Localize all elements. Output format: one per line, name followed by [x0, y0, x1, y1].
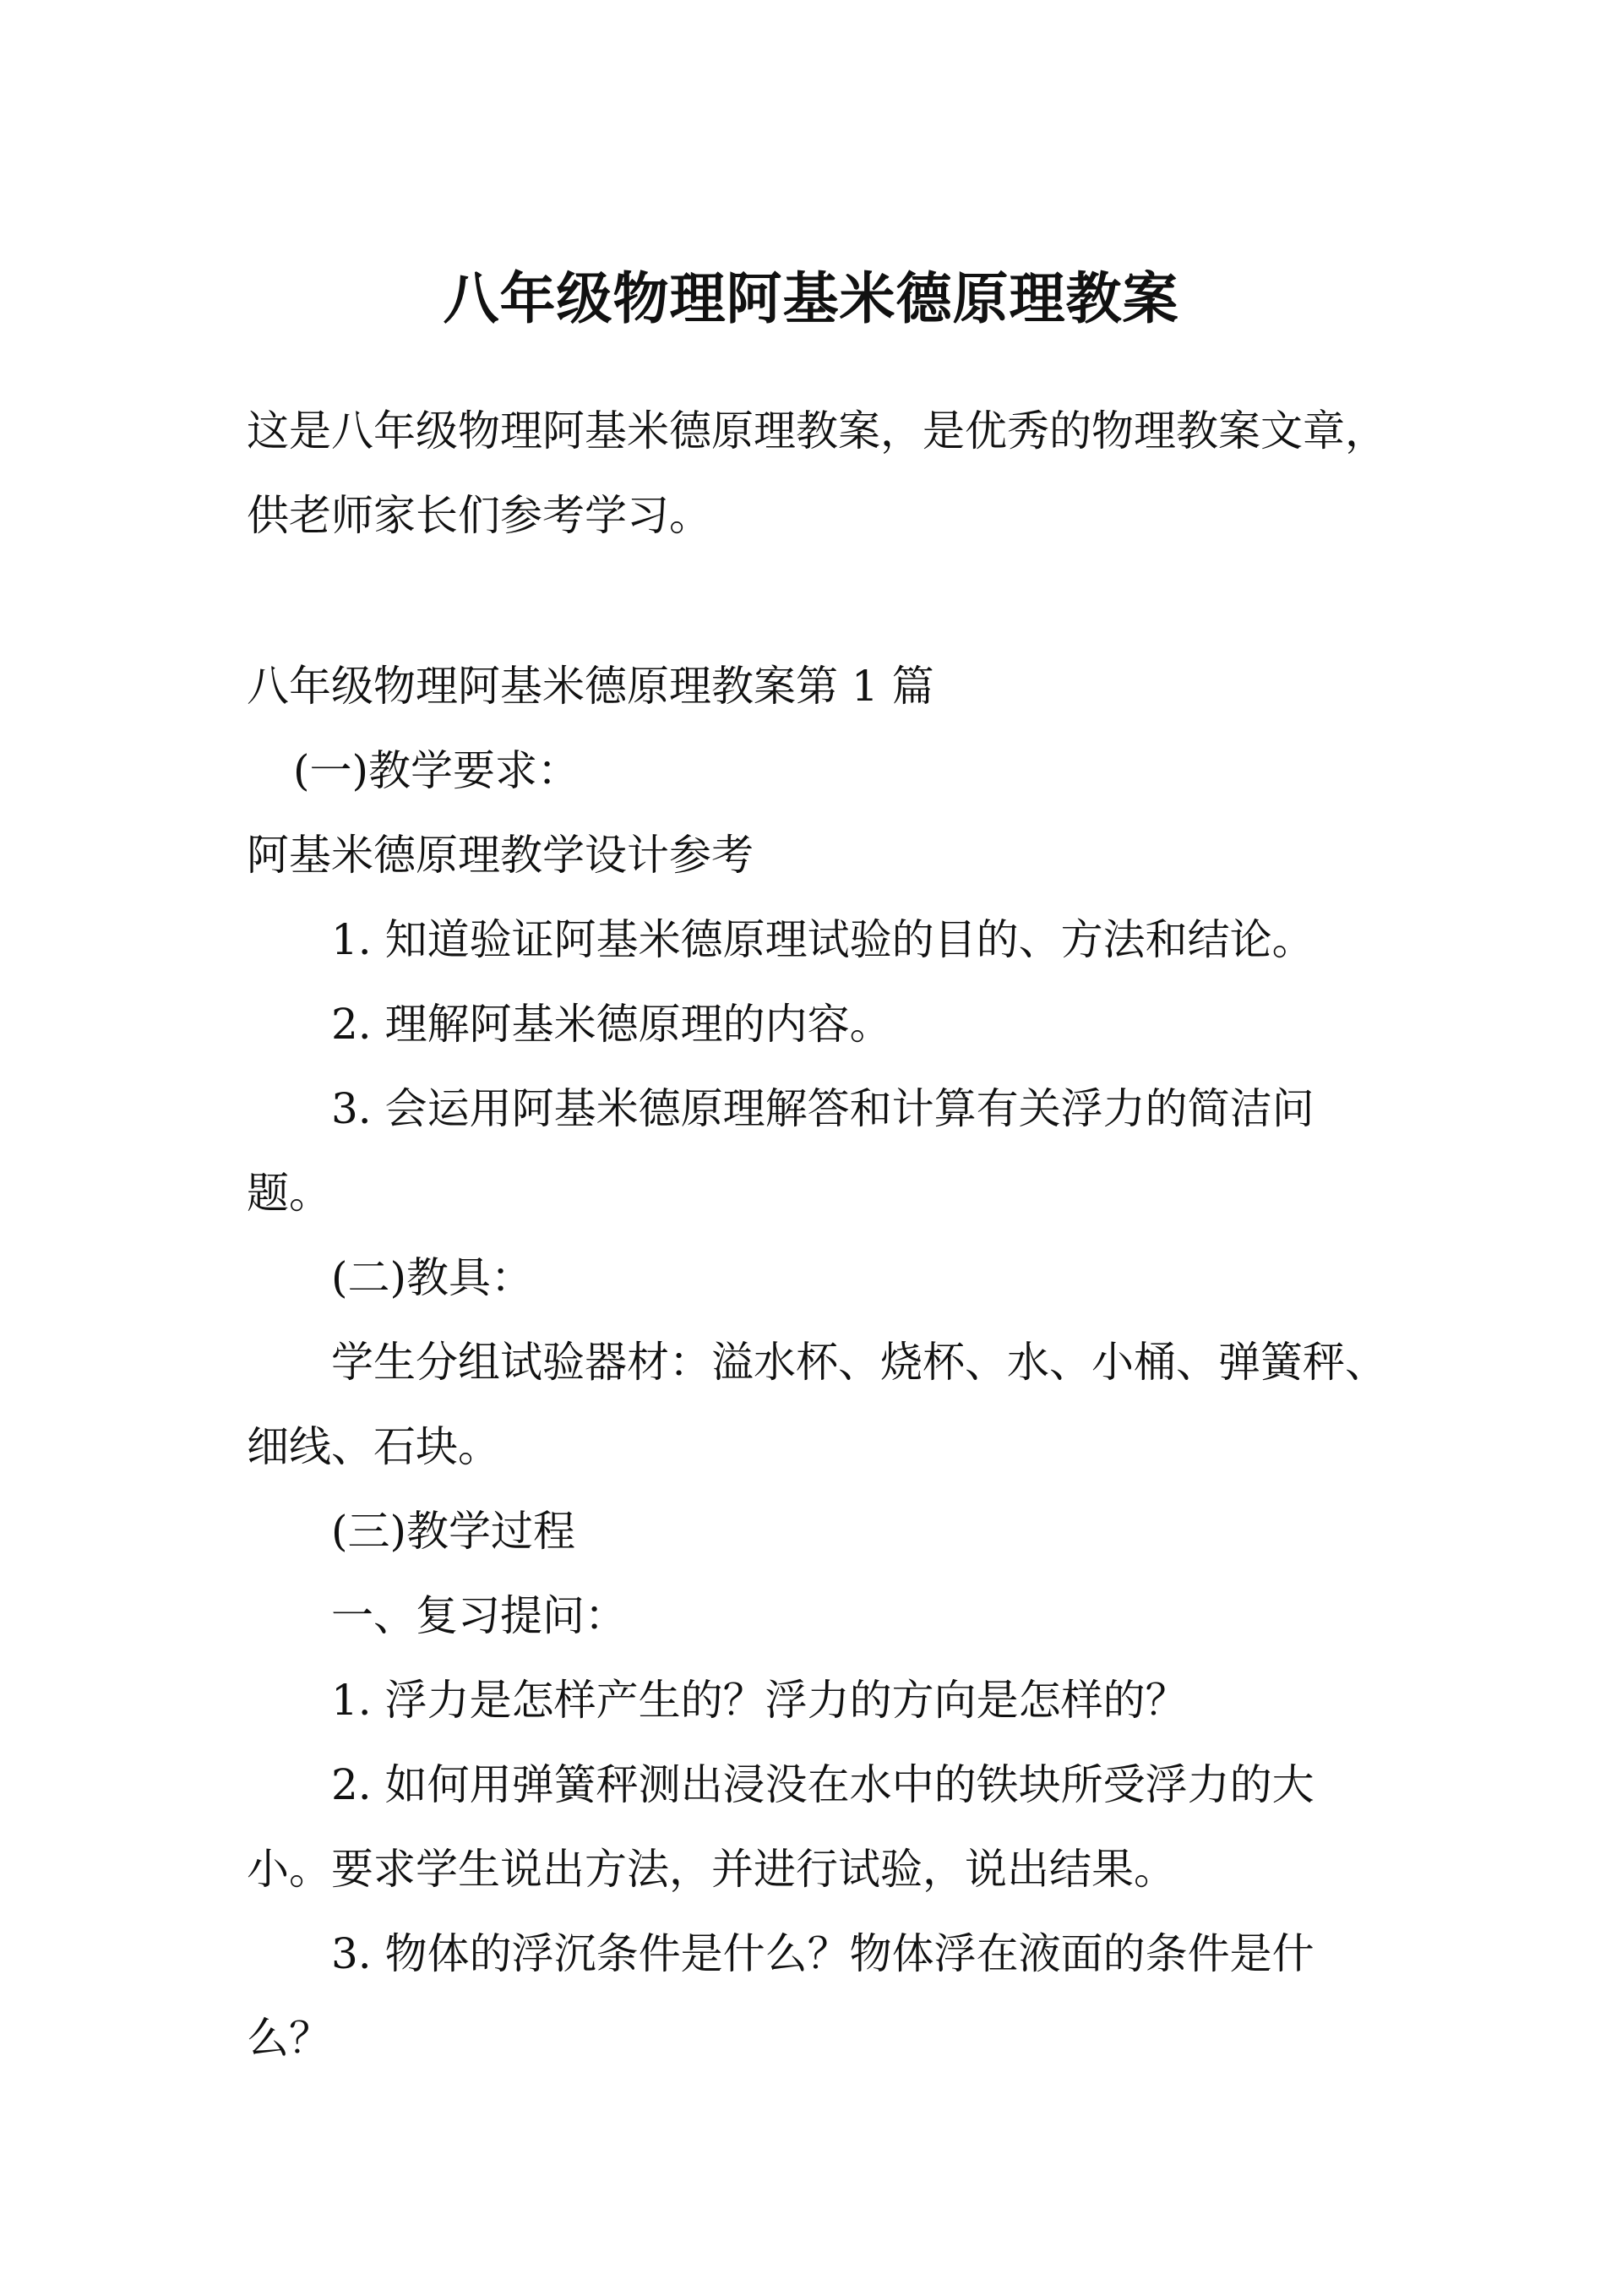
requirement-item: 3. 会运用阿基米德原理解答和计算有关浮力的简洁问 — [331, 1084, 1314, 1133]
intro-line: 这是八年级物理阿基米德原理教案，是优秀的物理教案文章， — [247, 406, 1387, 455]
review-item: 3. 物体的浮沉条件是什么？物体浮在液面的条件是什 — [331, 1929, 1314, 1978]
requirements-heading: (一)教学要求： — [293, 746, 580, 795]
process-heading: (三)教学过程 — [331, 1507, 576, 1556]
review-heading: 一、复习提问： — [331, 1591, 627, 1640]
tools-line: 学生分组试验器材：溢水杯、烧杯、水、小桶、弹簧秤、 — [331, 1338, 1387, 1387]
tools-line-continuation: 细线、石块。 — [247, 1422, 500, 1471]
section-heading: 八年级物理阿基米德原理教案第 1 篇 — [247, 662, 934, 711]
document-title: 八年级物理阿基米德原理教案 — [443, 265, 1179, 331]
requirement-item: 2. 理解阿基米德原理的内容。 — [331, 1000, 892, 1049]
requirement-item: 1. 知道验证阿基米德原理试验的目的、方法和结论。 — [331, 915, 1314, 964]
document-body — [247, 644, 1387, 2081]
requirement-item-continuation: 题。 — [247, 1169, 331, 1218]
review-item-continuation: 小。要求学生说出方法，并进行试验，说出结果。 — [247, 1845, 1176, 1894]
tools-heading: (二)教具： — [331, 1253, 534, 1302]
design-reference-line: 阿基米德原理教学设计参考 — [247, 831, 754, 880]
review-item: 1. 浮力是怎样产生的？浮力的方向是怎样的？ — [331, 1676, 1188, 1725]
review-item: 2. 如何用弹簧秤测出浸没在水中的铁块所受浮力的大 — [331, 1760, 1314, 1809]
intro-paragraph — [247, 389, 1387, 558]
intro-line: 供老师家长们参考学习。 — [247, 491, 711, 540]
review-item-continuation: 么？ — [247, 2014, 331, 2063]
